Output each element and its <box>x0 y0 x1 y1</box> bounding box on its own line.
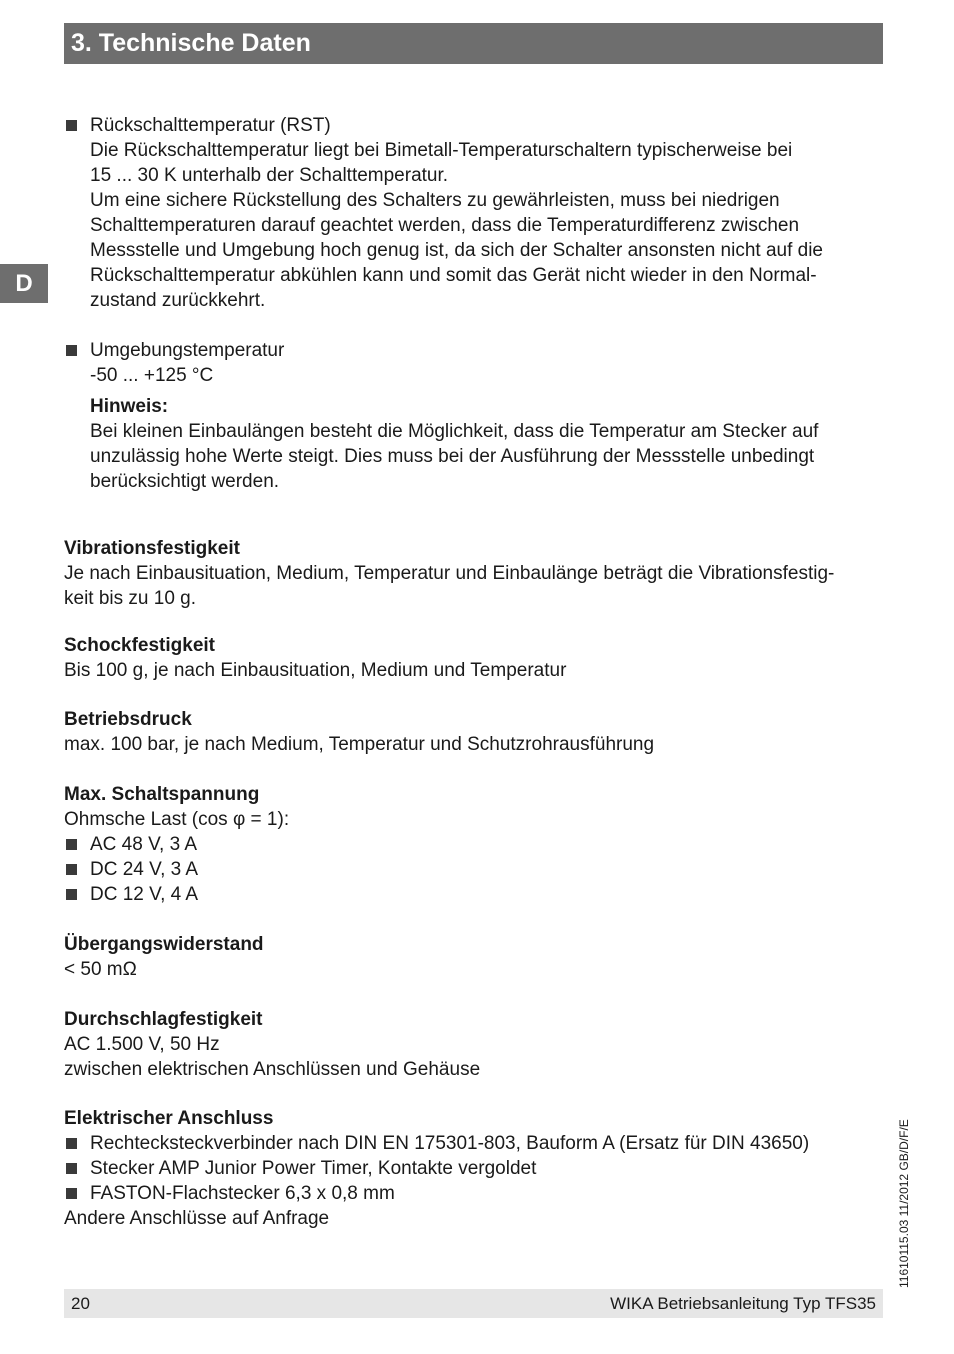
ambient-value: -50 ... +125 °C <box>90 365 214 386</box>
ambient-section <box>64 338 883 494</box>
pressure-line: max. 100 bar, je nach Medium, Temperatur und Schutzrohrausführung <box>64 734 655 755</box>
rst-line: Schalttemperaturen darauf geachtet werden, dass die Temperaturdifferenz zwischen <box>90 215 800 236</box>
connection-section <box>64 1106 884 1231</box>
footer-title: WIKA Betriebsanleitung Typ TFS35 <box>610 1294 876 1313</box>
vibration-title: Vibrationsfestigkeit <box>64 538 240 559</box>
list-item-text: DC 24 V, 3 A <box>90 859 199 880</box>
shock-line: Bis 100 g, je nach Einbausituation, Medium und Temperatur <box>64 660 567 681</box>
bullet-square-icon <box>66 120 77 131</box>
resistance-title: Übergangswiderstand <box>64 934 264 955</box>
connection-title: Elektrischer Anschluss <box>64 1108 274 1129</box>
rst-line: 15 ... 30 K unterhalb der Schalttemperatur. <box>90 165 449 186</box>
ambient-title: Umgebungstemperatur <box>90 340 285 361</box>
page-number: 20 <box>71 1294 90 1313</box>
note-line: unzulässig hohe Werte steigt. Dies muss bei der Ausführung der Messstelle unbedingt <box>90 446 815 467</box>
list-item <box>64 1156 884 1181</box>
bullet-square-icon <box>66 345 77 356</box>
rst-line: Die Rückschalttemperatur liegt bei Bimetall-Temperaturschaltern typischerweise bei <box>90 140 793 161</box>
list-item-text: DC 12 V, 4 A <box>90 884 199 905</box>
bullet-square-icon <box>66 1138 77 1149</box>
vibration-section <box>64 536 884 611</box>
page-title: 3. Technische Daten <box>64 23 883 64</box>
bullet-square-icon <box>66 1163 77 1174</box>
shock-title: Schockfestigkeit <box>64 635 215 656</box>
vibration-line: keit bis zu 10 g. <box>64 588 197 609</box>
footer <box>64 1289 883 1318</box>
rst-section <box>64 113 883 313</box>
shock-section <box>64 633 884 683</box>
list-item-text: Rechtecksteckverbinder nach DIN EN 175301-803, Bauform A (Ersatz für DIN 43650) <box>90 1133 810 1154</box>
vibration-line: Je nach Einbausituation, Medium, Temperatur und Einbaulänge beträgt die Vibrationsfestig- <box>64 563 835 584</box>
bullet-square-icon <box>66 839 77 850</box>
list-item <box>64 1131 884 1156</box>
list-item <box>64 882 884 907</box>
list-item-text: Stecker AMP Junior Power Timer, Kontakte vergoldet <box>90 1158 537 1179</box>
bullet-square-icon <box>66 889 77 900</box>
resistance-section <box>64 932 884 982</box>
document-code: 11610115.03 11/2012 GB/D/F/E <box>897 1119 911 1288</box>
bullet-square-icon <box>66 1188 77 1199</box>
pressure-section <box>64 707 884 757</box>
voltage-section <box>64 782 884 907</box>
language-tab: D <box>0 264 48 303</box>
pressure-title: Betriebsdruck <box>64 709 192 730</box>
rst-line: zustand zurückkehrt. <box>90 290 266 311</box>
voltage-title: Max. Schaltspannung <box>64 784 260 805</box>
rst-line: Um eine sichere Rückstellung des Schalters zu gewährleisten, muss bei niedrigen <box>90 190 780 211</box>
dielectric-line: AC 1.500 V, 50 Hz <box>64 1034 220 1055</box>
bullet-square-icon <box>66 864 77 875</box>
dielectric-section <box>64 1007 884 1082</box>
connection-outro: Andere Anschlüsse auf Anfrage <box>64 1208 330 1229</box>
rst-title: Rückschalttemperatur (RST) <box>90 115 331 136</box>
resistance-line: < 50 mΩ <box>64 959 137 980</box>
list-item <box>64 832 884 857</box>
rst-line: Rückschalttemperatur abkühlen kann und somit das Gerät nicht wieder in den Normal- <box>90 265 817 286</box>
list-item-text: FASTON-Flachstecker 6,3 x 0,8 mm <box>90 1183 395 1204</box>
dielectric-title: Durchschlagfestigkeit <box>64 1009 263 1030</box>
list-item-text: AC 48 V, 3 A <box>90 834 198 855</box>
note-line: Bei kleinen Einbaulängen besteht die Möglichkeit, dass die Temperatur am Stecker auf <box>90 421 819 442</box>
list-item <box>64 1181 884 1206</box>
dielectric-line: zwischen elektrischen Anschlüssen und Gehäuse <box>64 1059 481 1080</box>
note-title: Hinweis: <box>90 396 169 417</box>
rst-line: Messstelle und Umgebung hoch genug ist, da sich der Schalter ansonsten nicht auf die <box>90 240 824 261</box>
note-line: berücksichtigt werden. <box>90 471 280 492</box>
list-item <box>64 857 884 882</box>
voltage-intro: Ohmsche Last (cos φ = 1): <box>64 809 290 830</box>
